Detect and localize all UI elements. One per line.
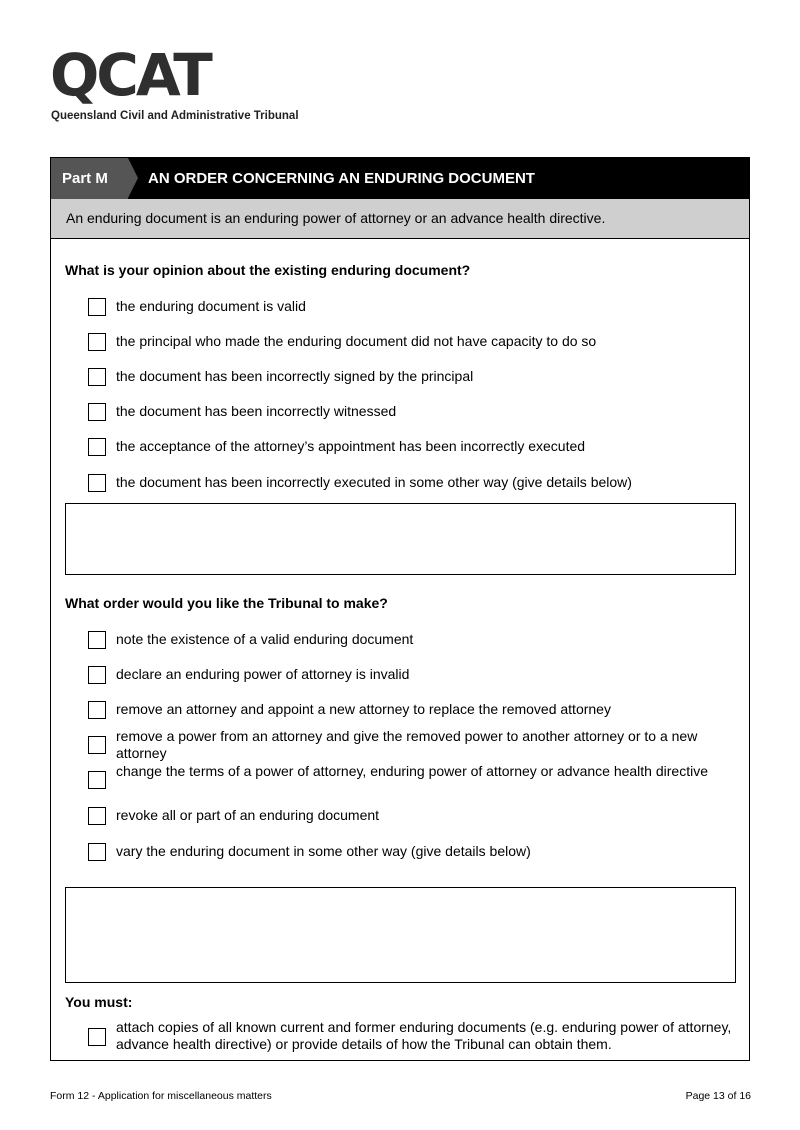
part-title: AN ORDER CONCERNING AN ENDURING DOCUMENT: [148, 170, 535, 187]
order-checkbox[interactable]: [88, 771, 106, 789]
opinion-option-label: the document has been incorrectly witnessed: [116, 403, 397, 419]
opinion-option-label: the principal who made the enduring document did not have capacity to do so: [116, 333, 597, 349]
opinion-checkbox[interactable]: [88, 474, 106, 492]
opinion-checkbox[interactable]: [88, 403, 106, 421]
opinion-checkbox[interactable]: [88, 438, 106, 456]
opinion-option-label: the enduring document is valid: [116, 298, 306, 314]
opinion-option-label: the document has been incorrectly executed in some other way (give details below): [116, 474, 632, 490]
opinion-checkbox[interactable]: [88, 368, 106, 386]
opinion-details-field[interactable]: [65, 503, 736, 575]
part-m-form: [50, 157, 750, 1061]
opinion-question: What is your opinion about the existing enduring document?: [65, 262, 471, 278]
opinion-checkbox[interactable]: [88, 333, 106, 351]
part-tab: Part M: [51, 158, 128, 199]
must-heading: You must:: [65, 994, 133, 1010]
qcat-logo: QCAT: [50, 41, 210, 109]
order-checkbox[interactable]: [88, 666, 106, 684]
must-checkbox[interactable]: [88, 1028, 106, 1046]
order-option-label: vary the enduring document in some other way (give details below): [116, 843, 531, 859]
order-question: What order would you like the Tribunal to make?: [65, 595, 388, 611]
order-checkbox[interactable]: [88, 843, 106, 861]
part-header-bar: [51, 158, 749, 199]
order-checkbox[interactable]: [88, 736, 106, 754]
footer-page-number: Page 13 of 16: [685, 1090, 751, 1102]
footer-form-name: Form 12 - Application for miscellaneous matters: [50, 1090, 272, 1102]
order-option-label: revoke all or part of an enduring document: [116, 807, 380, 823]
order-checkbox[interactable]: [88, 631, 106, 649]
org-name: Queensland Civil and Administrative Tribunal: [51, 110, 299, 122]
order-option-label: change the terms of a power of attorney, enduring power of attorney or advance health directive: [116, 763, 708, 779]
must-item-label: attach copies of all known current and former enduring documents (e.g. enduring power of attorney, advance health directive) or provide details of how the Tribunal can obtain them.: [116, 1019, 732, 1052]
order-details-field[interactable]: [65, 887, 736, 983]
opinion-option-label: the acceptance of the attorney’s appointment has been incorrectly executed: [116, 438, 586, 454]
order-checkbox[interactable]: [88, 807, 106, 825]
intro-text: An enduring document is an enduring power of attorney or an advance health directive.: [51, 199, 749, 239]
order-option-label: remove an attorney and appoint a new attorney to replace the removed attorney: [116, 701, 611, 717]
order-option-label: declare an enduring power of attorney is invalid: [116, 666, 410, 682]
order-option-label: remove a power from an attorney and give the removed power to another attorney or to a new attorney: [116, 728, 698, 761]
order-checkbox[interactable]: [88, 701, 106, 719]
order-option-label: note the existence of a valid enduring document: [116, 631, 414, 647]
opinion-option-label: the document has been incorrectly signed by the principal: [116, 368, 474, 384]
opinion-checkbox[interactable]: [88, 298, 106, 316]
